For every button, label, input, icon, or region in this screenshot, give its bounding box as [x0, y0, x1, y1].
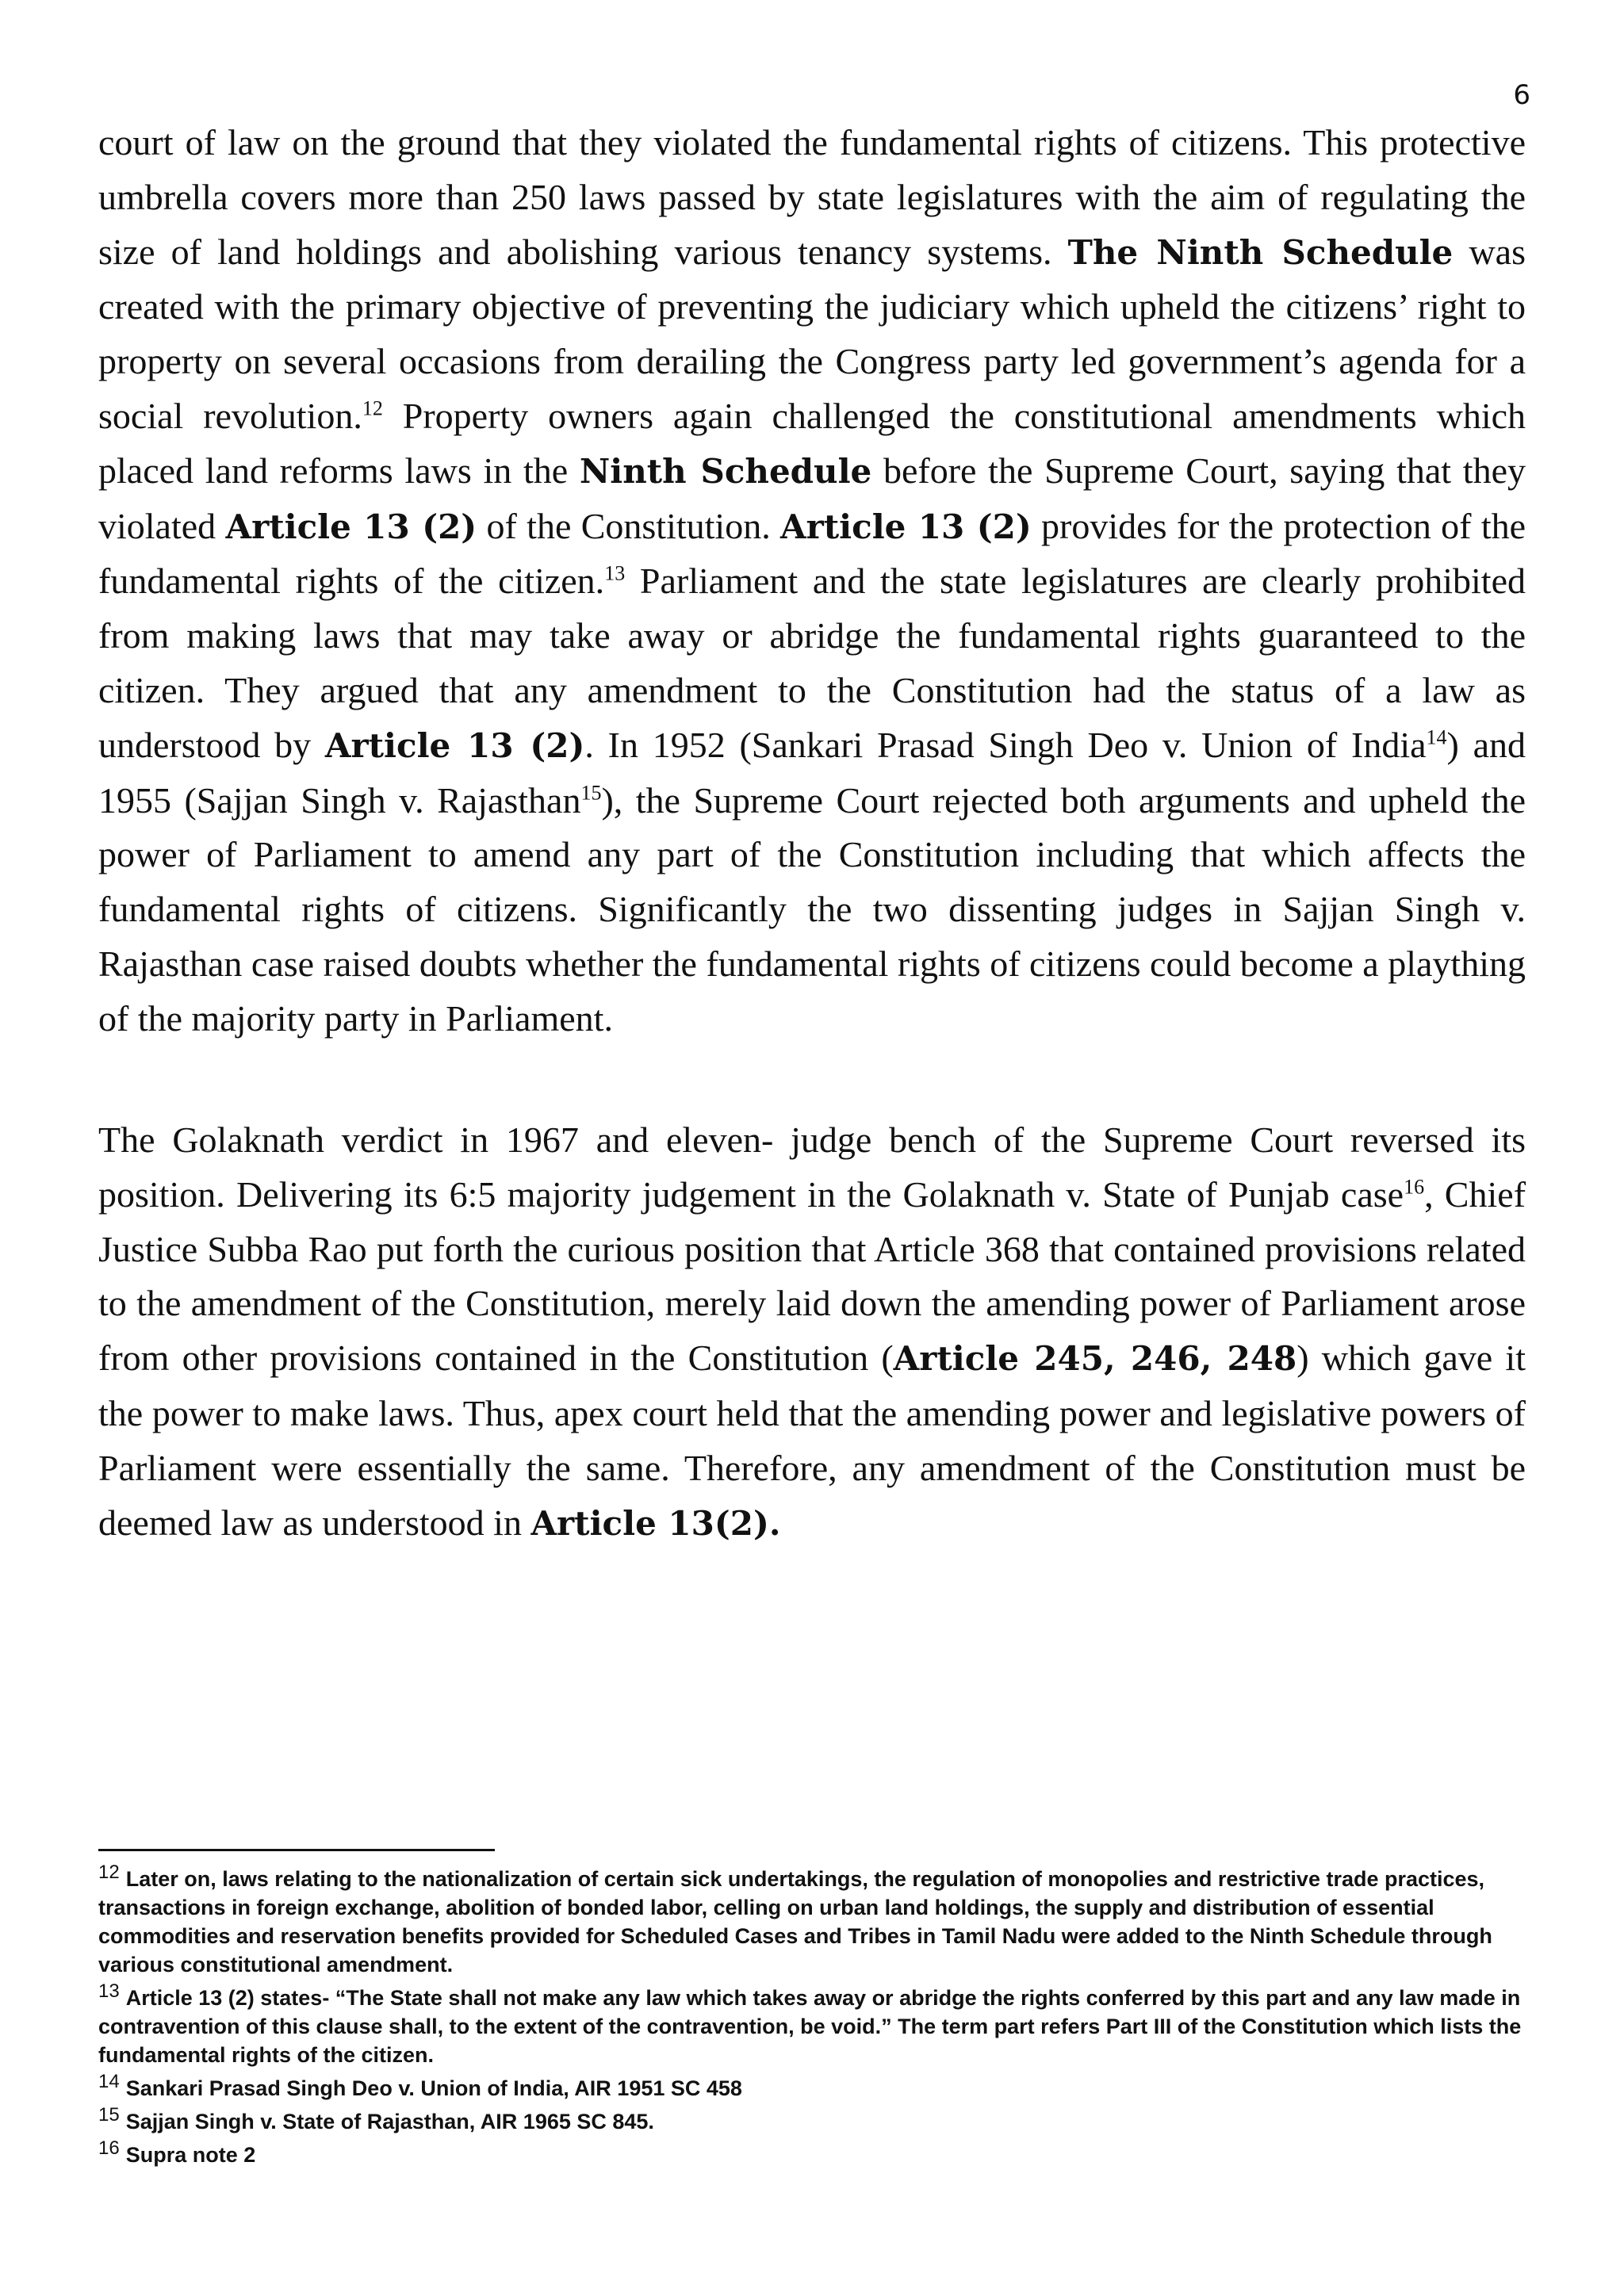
text-run: was created with the primary objective of preventing the judiciary which upheld the citizens’ right to property on several occasions from derailing the Congress party led government’s agenda for a social revolution. [98, 231, 1526, 436]
footnote-13 [98, 1980, 1526, 2069]
bold-reference: Article 245, 246, 248 [893, 1339, 1297, 1379]
footnote-12 [98, 1862, 1526, 1979]
footnote-number: 14 [98, 2071, 120, 2092]
text-run: ), the Supreme Court rejected both arguments and upheld the power of Parliament to amend any part of the Constitution including that which affects the fundamental rights of citizens. Significantly the two dissenting judges in Sajjan Singh v. Rajasthan case raised doubts whether the fundamental rights of citizens could become a plaything of the majority party in Parliament. [98, 779, 1526, 1039]
footnotes [98, 1862, 1526, 2174]
footnote-text: Later on, laws relating to the nationalization of certain sick undertakings, the regulation of monopolies and restrictive trade practices, transactions in foreign exchange, abolition of bonded labor, celling on urban land holdings, the supply and distribution of essential commodities and reservation benefits provided for Scheduled Cases and Tribes in Tamil Nadu were added to the Ninth Schedule through various constitutional amendment. [98, 1867, 1492, 1976]
footnote-15 [98, 2104, 1526, 2136]
body-paragraph-2 [98, 1113, 1526, 1551]
footnote-number: 16 [98, 2137, 120, 2159]
text-run: . In 1952 (Sankari Prasad Singh Deo v. Union of India [584, 724, 1427, 765]
footnote-marker-14: 14 [1426, 725, 1447, 749]
footnote-separator [98, 1849, 495, 1851]
footnote-marker-12: 12 [362, 396, 383, 420]
footnote-marker-15: 15 [580, 781, 602, 805]
footnote-marker-13: 13 [604, 562, 626, 586]
footnote-number: 15 [98, 2104, 120, 2126]
text-run: provides for the protection of the fundamental rights of the citizen. [98, 505, 1526, 602]
body-paragraph-1 [98, 116, 1526, 1047]
footnote-text: Article 13 (2) states- “The State shall not make any law which takes away or abridge the rights conferred by this part and any law made in contravention of this clause shall, to the extent of the contravention, be void.” The term part refers Part III of the Constitution which lists the fundamental rights of the citizen. [98, 1986, 1522, 2067]
text-run: court of law on the ground that they violated the fundamental rights of citizens. This protective umbrella covers more than 250 laws passed by state legislatures with the aim of regulating the size of land holdings and abolishing various tenancy systems. [98, 122, 1526, 272]
text-run: ) and 1955 (Sajjan Singh v. Rajasthan [98, 724, 1526, 821]
bold-reference: Ninth Schedule [579, 451, 872, 491]
footnote-16 [98, 2137, 1526, 2169]
footnote-text: Sajjan Singh v. State of Rajasthan, AIR 1965 SC 845. [125, 2110, 654, 2133]
text-run: Parliament and the state legislatures are clearly prohibited from making laws that may take away or abridge the fundamental rights guaranteed to the citizen. They argued that any amendment to the Constitution had the status of a law as understood by [98, 561, 1526, 765]
text-run: The Golaknath verdict in 1967 and eleven- judge bench of the Supreme Court reversed its position. Delivering its 6:5 majority judgement in the Golaknath v. State of Punjab case [98, 1119, 1526, 1215]
footnote-14 [98, 2071, 1526, 2103]
footnote-number: 13 [98, 1980, 120, 2002]
bold-reference: Article 13 (2) [780, 507, 1032, 546]
text-run: before the Supreme Court, saying that they violated [98, 450, 1526, 546]
footnote-text: Supra note 2 [125, 2143, 256, 2167]
footnote-text: Sankari Prasad Singh Deo v. Union of India, AIR 1951 SC 458 [125, 2076, 742, 2100]
text-run: , Chief Justice Subba Rao put forth the curious position that Article 368 that contained provisions related to the amendment of the Constitution, merely laid down the amending power of Parliament arose from other provisions contained in the Constitution ( [98, 1173, 1526, 1379]
text-run: of the Constitution. [477, 505, 781, 546]
bold-reference: Article 13(2). [530, 1503, 781, 1543]
footnote-number: 12 [98, 1862, 120, 1883]
footnote-marker-16: 16 [1404, 1175, 1425, 1199]
page-number: 6 [1513, 79, 1530, 111]
bold-reference: The Ninth Schedule [1067, 232, 1454, 272]
text-run: Property owners again challenged the constitutional amendments which placed land reforms laws in the [98, 395, 1526, 491]
text-run: ) which gave it the power to make laws. Thus, apex court held that the amending power and legislative powers of Parliament were essentially the same. Therefore, any amendment of the Constitution must be deemed law as understood in [98, 1337, 1526, 1543]
bold-reference: Article 13 (2) [324, 725, 585, 765]
bold-reference: Article 13 (2) [225, 507, 477, 546]
